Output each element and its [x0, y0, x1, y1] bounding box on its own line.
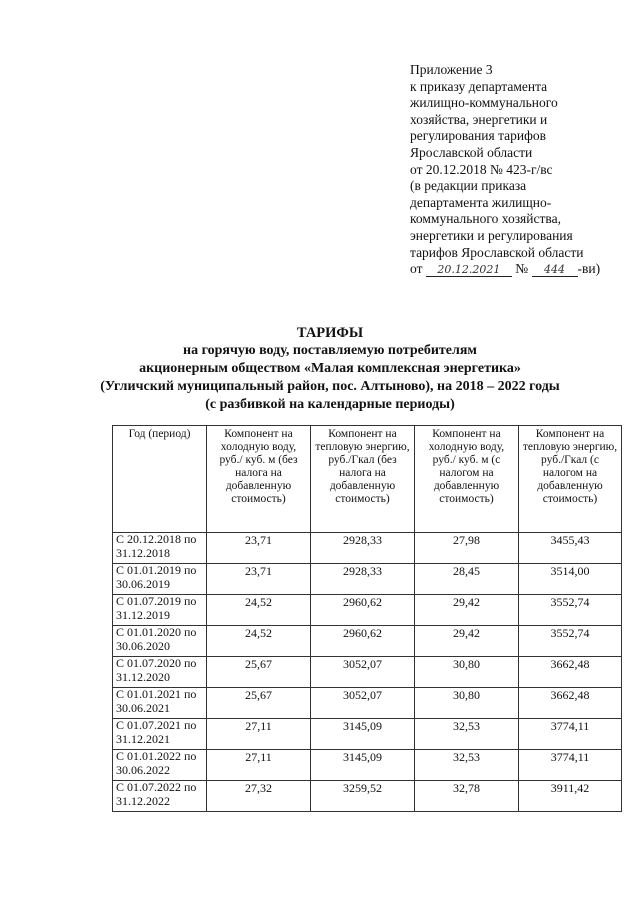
header-heat-vat: Компонент на тепловую энергию, руб./Гкал (с налогом на добавленную стоимость): [519, 426, 622, 533]
value-cell: 27,11: [207, 719, 311, 750]
value-cell: 3052,07: [311, 657, 415, 688]
appendix-line: хозяйства, энергетики и: [410, 111, 548, 127]
appendix-line: тарифов Ярославской области: [410, 244, 584, 260]
table-row: [113, 719, 622, 750]
period-cell: С 20.12.2018 по 31.12.2018: [113, 533, 207, 564]
value-cell: 3911,42: [519, 781, 622, 812]
value-cell: 27,32: [207, 781, 311, 812]
value-cell: 29,42: [415, 595, 519, 626]
appendix-block: [410, 62, 625, 278]
period-cell: С 01.01.2020 по 30.06.2020: [113, 626, 207, 657]
table-row: [113, 750, 622, 781]
table-row: [113, 781, 622, 812]
value-cell: 32,53: [415, 719, 519, 750]
appendix-line: Ярославской области: [410, 144, 533, 160]
appendix-line: департамента жилищно-: [410, 194, 552, 210]
table-row: [113, 533, 622, 564]
handwritten-date: 20.12.2021: [426, 264, 512, 277]
value-cell: 24,52: [207, 595, 311, 626]
appendix-line: коммунального хозяйства,: [410, 211, 561, 227]
value-cell: 24,52: [207, 626, 311, 657]
appendix-line: энергетики и регулирования: [410, 227, 573, 243]
value-cell: 32,78: [415, 781, 519, 812]
value-cell: 3052,07: [311, 688, 415, 719]
title-line: (Угличский муниципальный район, пос. Алтыново), на 2018 – 2022 годы: [100, 379, 560, 394]
value-cell: 3552,74: [519, 595, 622, 626]
appendix-line: Приложение 3: [410, 62, 493, 77]
period-cell: С 01.07.2019 по 31.12.2019: [113, 595, 207, 626]
appendix-line: (в редакции приказа: [410, 178, 527, 194]
title-line: акционерным обществом «Малая комплексная энергетика»: [139, 361, 521, 376]
table-row: [113, 657, 622, 688]
value-cell: 3774,11: [519, 750, 622, 781]
value-cell: 23,71: [207, 564, 311, 595]
value-cell: 3455,43: [519, 533, 622, 564]
appendix-line: от 20.12.2018 № 423-г/вс: [410, 161, 553, 177]
title-line: (с разбивкой на календарные периоды): [205, 397, 455, 412]
table-row: [113, 626, 622, 657]
table-row: [113, 564, 622, 595]
value-cell: 3662,48: [519, 688, 622, 719]
tariffs-table: [112, 425, 622, 812]
period-cell: С 01.01.2021 по 30.06.2021: [113, 688, 207, 719]
table-row: [113, 688, 622, 719]
period-cell: С 01.07.2020 по 31.12.2020: [113, 657, 207, 688]
suffix-text: -ви): [577, 261, 601, 277]
value-cell: 25,67: [207, 657, 311, 688]
value-cell: 27,11: [207, 750, 311, 781]
period-cell: С 01.01.2022 по 30.06.2022: [113, 750, 207, 781]
value-cell: 3774,11: [519, 719, 622, 750]
value-cell: 28,45: [415, 564, 519, 595]
value-cell: 3145,09: [311, 719, 415, 750]
appendix-line: жилищно-коммунального: [410, 95, 558, 111]
value-cell: 32,53: [415, 750, 519, 781]
value-cell: 29,42: [415, 626, 519, 657]
appendix-line: регулирования тарифов: [410, 128, 547, 144]
value-cell: 30,80: [415, 657, 519, 688]
value-cell: 25,67: [207, 688, 311, 719]
value-cell: 2960,62: [311, 595, 415, 626]
value-cell: 2928,33: [311, 533, 415, 564]
table-header-row: [113, 426, 622, 533]
header-cold-water-vat: Компонент на холодную воду, руб./ куб. м (с налогом на добавленную стоимость): [415, 426, 519, 533]
document-title: [90, 324, 570, 414]
value-cell: 27,98: [415, 533, 519, 564]
value-cell: 3145,09: [311, 750, 415, 781]
period-cell: С 01.07.2022 по 31.12.2022: [113, 781, 207, 812]
value-cell: 3552,74: [519, 626, 622, 657]
appendix-amendment-line: [410, 261, 625, 278]
appendix-line: к приказу департамента: [410, 78, 548, 94]
number-sign: №: [515, 261, 529, 277]
title-line: на горячую воду, поставляемую потребителям: [183, 343, 477, 358]
header-cold-water-no-vat: Компонент на холодную воду, руб./ куб. м (без налога на добавленную стоимость): [207, 426, 311, 533]
value-cell: 3259,52: [311, 781, 415, 812]
value-cell: 30,80: [415, 688, 519, 719]
value-cell: 23,71: [207, 533, 311, 564]
period-cell: С 01.07.2021 по 31.12.2021: [113, 719, 207, 750]
handwritten-number: 444: [532, 264, 578, 277]
table-row: [113, 595, 622, 626]
value-cell: 2928,33: [311, 564, 415, 595]
value-cell: 3514,00: [519, 564, 622, 595]
prefix-text: от: [410, 261, 423, 277]
header-heat-no-vat: Компонент на тепловую энергию, руб./Гкал (без налога на добавленную стоимость): [311, 426, 415, 533]
value-cell: 3662,48: [519, 657, 622, 688]
header-period: Год (период): [113, 426, 207, 533]
period-cell: С 01.01.2019 по 30.06.2019: [113, 564, 207, 595]
value-cell: 2960,62: [311, 626, 415, 657]
title-main: ТАРИФЫ: [296, 325, 364, 341]
